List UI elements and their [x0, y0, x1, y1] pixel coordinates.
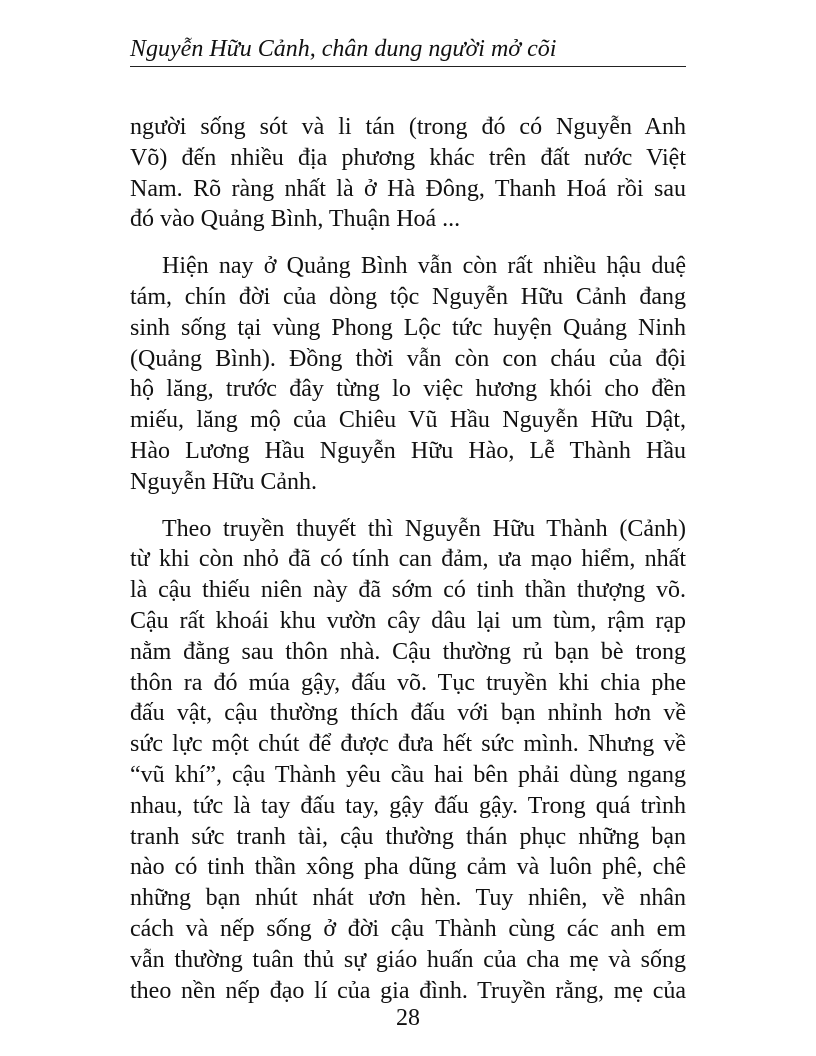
- text-line: Nguyễn Hữu Cảnh.: [130, 468, 317, 495]
- running-header-title: Nguyễn Hữu Cảnh, chân dung người mở cõi: [130, 36, 557, 62]
- text-line: đấu vật, cậu thường thích đấu với bạn nhỉnh hơn về: [130, 700, 686, 727]
- text-line: cách và nếp sống ở đời cậu Thành cùng các anh em: [130, 915, 686, 942]
- text-line: vẫn thường tuân thủ sự giáo huấn của cha mẹ và sống: [130, 946, 686, 973]
- text-line: đó vào Quảng Bình, Thuận Hoá ...: [130, 206, 461, 233]
- text-line: hộ lăng, trước đây từng lo việc hương khói cho đền: [130, 376, 686, 403]
- text-line: thôn ra đó múa gậy, đấu võ. Tục truyền khi chia phe: [130, 669, 686, 696]
- text-line: “vũ khí”, cậu Thành yêu cầu hai bên phải dùng ngang: [130, 761, 686, 788]
- text-line: nhau, tức là tay đấu tay, gậy đấu gậy. Trong quá trình: [130, 792, 686, 819]
- text-line: miếu, lăng mộ của Chiêu Vũ Hầu Nguyễn Hữu Dật,: [130, 407, 686, 434]
- paragraph-3: [130, 514, 686, 1007]
- body-text: [130, 112, 686, 1022]
- text-line: những bạn nhút nhát ươn hèn. Tuy nhiên, về nhân: [130, 885, 686, 912]
- text-line: theo nền nếp đạo lí của gia đình. Truyền rằng, mẹ của: [130, 977, 686, 1004]
- text-line: (Quảng Bình). Đồng thời vẫn còn con cháu của đội: [130, 345, 686, 372]
- page-number: 28: [396, 1005, 420, 1031]
- text-line: nào có tinh thần xông pha dũng cảm và luôn phê, chê: [130, 854, 686, 881]
- paragraph-2: [130, 251, 686, 497]
- text-line: sinh sống tại vùng Phong Lộc tức huyện Quảng Ninh: [130, 314, 686, 341]
- text-line: Hiện nay ở Quảng Bình vẫn còn rất nhiều hậu duệ: [162, 253, 686, 280]
- text-line: sức lực một chút để được đưa hết sức mình. Nhưng về: [130, 731, 686, 758]
- text-line: người sống sót và li tán (trong đó có Nguyễn Anh: [130, 114, 686, 140]
- text-line: Cậu rất khoái khu vườn cây dâu lại um tùm, rậm rạp: [130, 607, 686, 634]
- text-line: Theo truyền thuyết thì Nguyễn Hữu Thành (Cảnh): [162, 515, 686, 542]
- text-line: Nam. Rõ ràng nhất là ở Hà Đông, Thanh Hoá rồi sau: [130, 175, 686, 202]
- paragraph-1: [130, 112, 686, 235]
- text-line: nằm đằng sau thôn nhà. Cậu thường rủ bạn bè trong: [130, 638, 686, 665]
- text-line: tranh sức tranh tài, cậu thường thán phục những bạn: [130, 823, 686, 850]
- text-line: Hào Lương Hầu Nguyễn Hữu Hào, Lễ Thành Hầu: [130, 437, 686, 464]
- text-line: tám, chín đời của dòng tộc Nguyễn Hữu Cảnh đang: [130, 283, 686, 310]
- text-line: là cậu thiếu niên này đã sớm có tinh thần thượng võ.: [130, 577, 686, 604]
- header-divider: [130, 66, 686, 67]
- text-line: từ khi còn nhỏ đã có tính can đảm, ưa mạo hiểm, nhất: [130, 546, 686, 573]
- text-line: Võ) đến nhiều địa phương khác trên đất nước Việt: [130, 144, 686, 171]
